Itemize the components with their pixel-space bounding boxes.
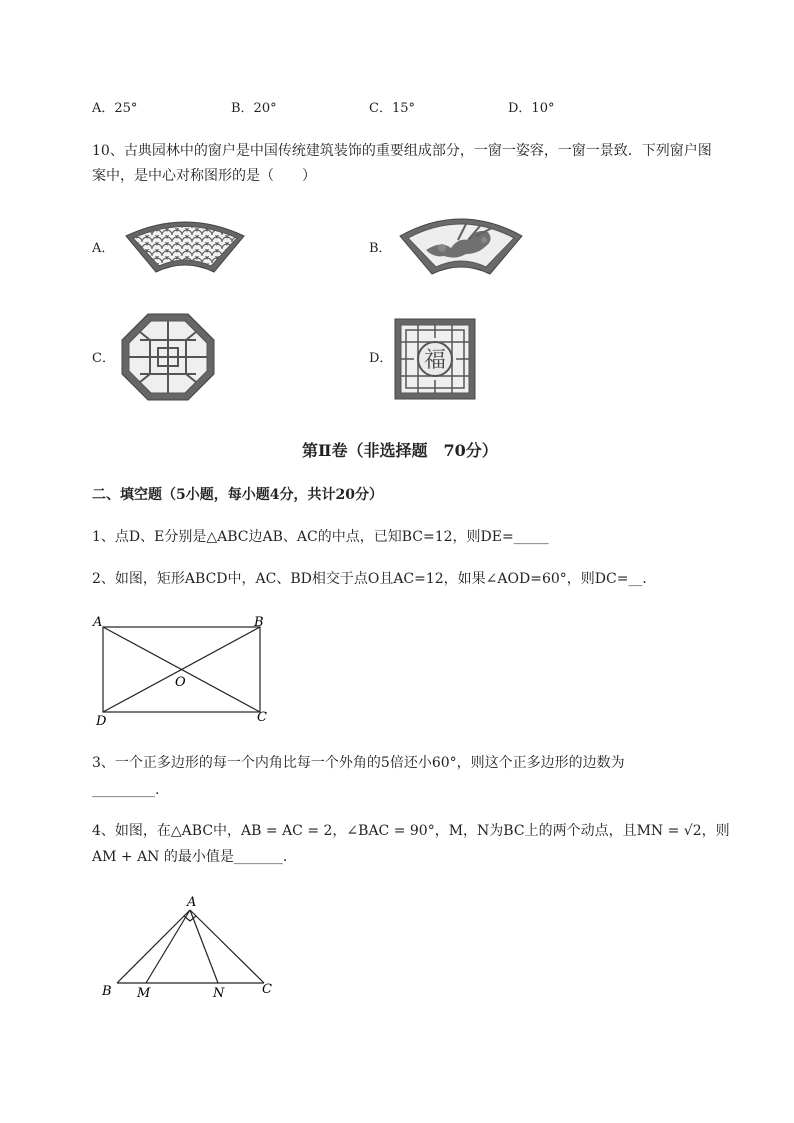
q9-option-a: A．25° <box>92 101 138 116</box>
fill-q1: 1、点D、E分别是△ABC边AB、AC的中点，已知BC=12，则DE=_____ <box>92 529 549 545</box>
q10-label-a: A． <box>92 241 115 256</box>
q10-label-b: B． <box>369 241 392 256</box>
label-a: A <box>93 615 103 630</box>
label-b: B <box>254 615 264 630</box>
label-a: A <box>187 895 197 910</box>
q9-option-b: B．20° <box>231 101 277 116</box>
fan-flower-window-icon <box>396 210 526 280</box>
label-m: M <box>137 986 151 1001</box>
label-c: C <box>262 982 272 997</box>
octagon-lattice-window-icon <box>120 312 216 402</box>
q10-question-line1: 10、古典园林中的窗户是中国传统建筑装饰的重要组成部分，一窗一姿容，一窗一景致．下列窗户图 <box>92 143 712 159</box>
label-d: D <box>96 714 107 729</box>
part2-title: 第Ⅱ卷（非选择题 70分） <box>302 441 498 460</box>
q10-label-c: C． <box>92 351 115 366</box>
fu-character: 福 <box>423 348 447 373</box>
fill-q4-line1: 4、如图，在△ABC中，AB = AC = 2，∠BAC = 90°，M，N为BC上的两个动点，且MN = √2，则 <box>92 823 730 839</box>
section-heading: 二、填空题（5小题，每小题4分，共计20分） <box>92 487 383 503</box>
fan-scale-window-icon <box>122 214 248 278</box>
label-c: C <box>257 710 267 725</box>
q10-label-d: D． <box>369 351 393 366</box>
rectangle-diagram <box>90 612 280 730</box>
label-o: O <box>175 675 186 690</box>
square-fu-window-icon <box>394 318 476 400</box>
label-b: B <box>102 984 112 999</box>
fill-q3-line2: _________. <box>92 782 160 798</box>
label-n: N <box>213 986 225 1001</box>
q10-question-line2: 案中，是中心对称图形的是（ ） <box>92 168 316 184</box>
fill-q2: 2、如图，矩形ABCD中，AC、BD相交于点O且AC=12，如果∠AOD=60°，则DC=__． <box>92 571 657 587</box>
triangle-diagram <box>98 890 288 1002</box>
q9-option-c: C．15° <box>369 101 415 116</box>
fill-q3-line1: 3、一个正多边形的每一个内角比每一个外角的5倍还小60°，则这个正多边形的边数为 <box>92 755 625 771</box>
q9-option-d: D．10° <box>508 101 555 116</box>
fill-q4-line2: AM + AN 的最小值是_______. <box>92 849 288 865</box>
